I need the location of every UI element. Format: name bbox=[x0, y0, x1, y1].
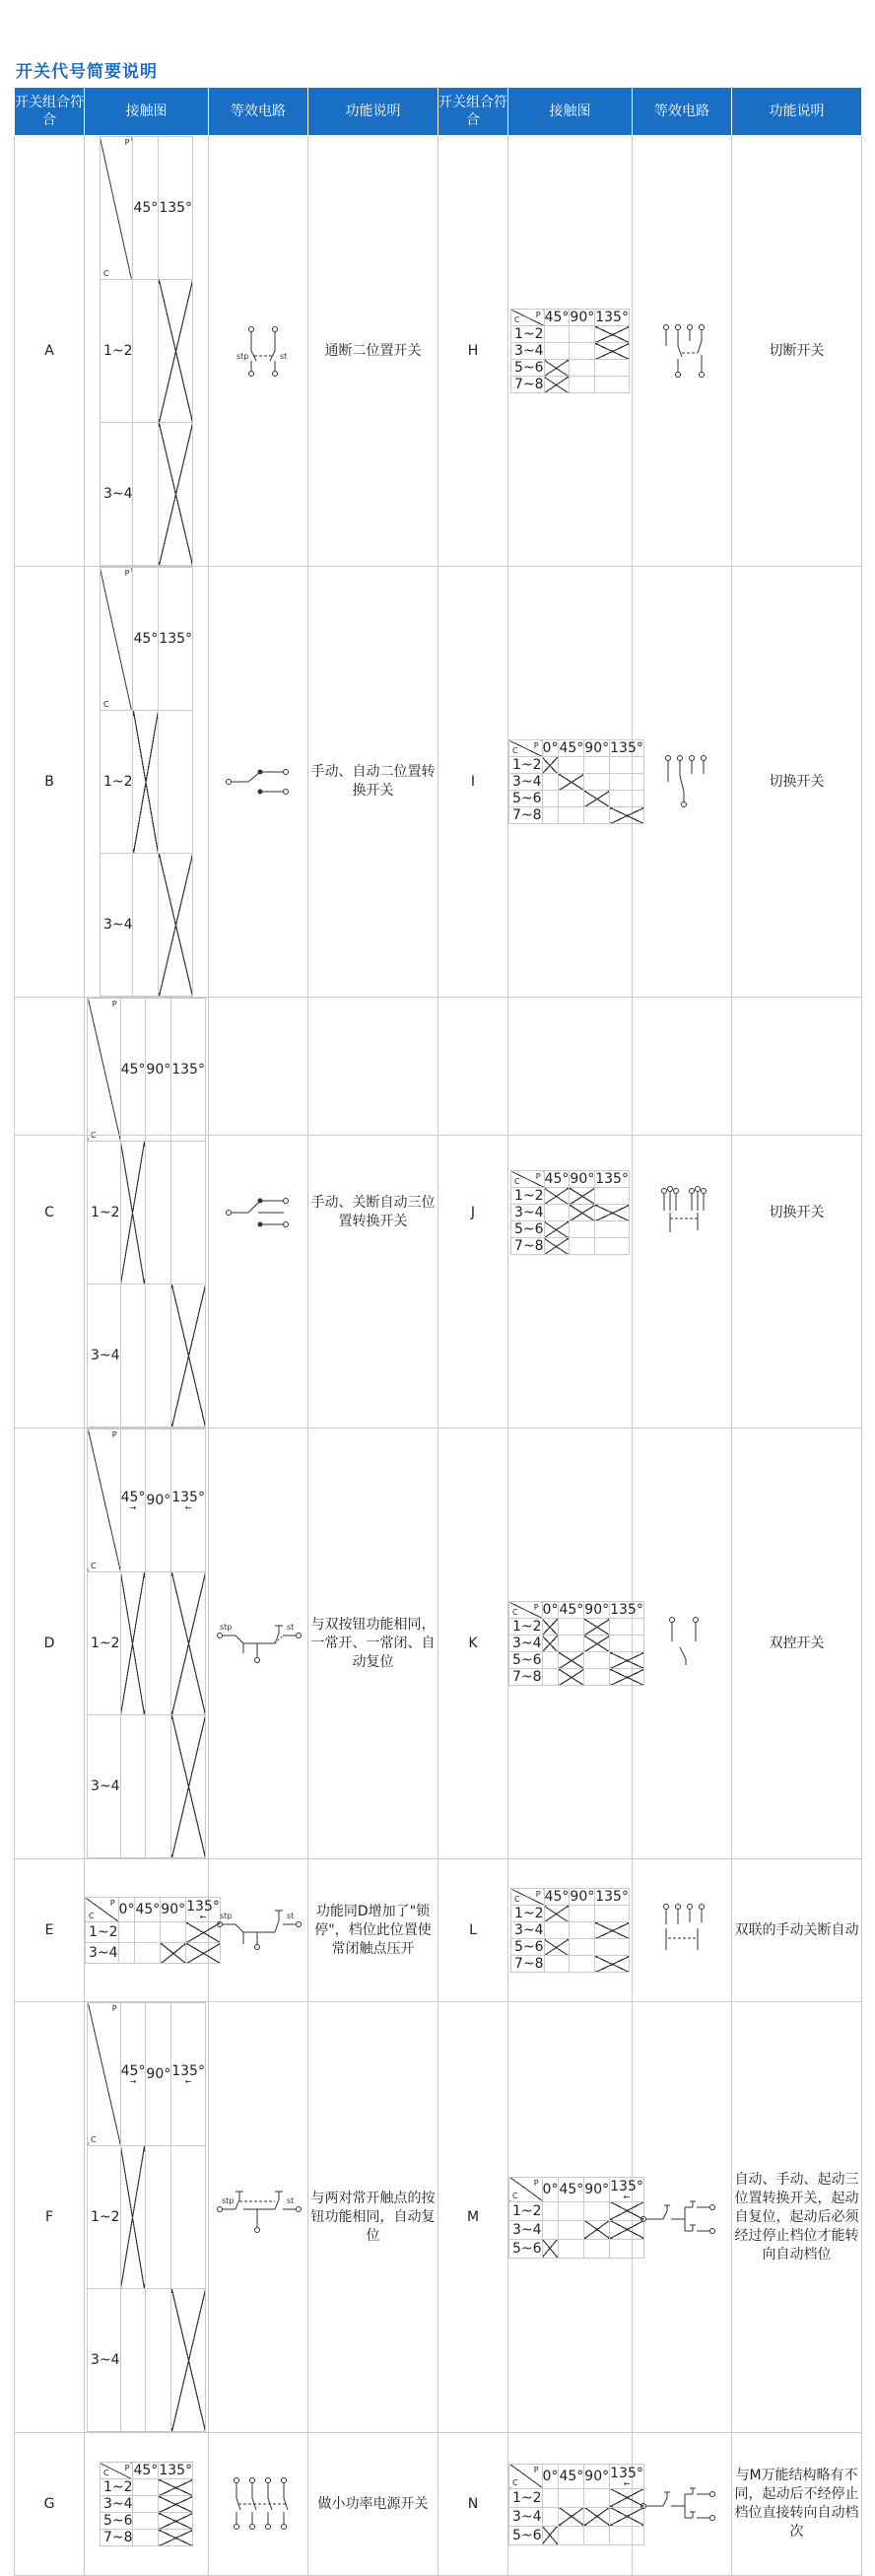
contact-table: P 45° 90° 135° 1~2 3~4 bbox=[87, 998, 206, 1427]
bottom-divider bbox=[14, 1135, 861, 1136]
contact-diagram bbox=[508, 567, 643, 998]
contact-diagram bbox=[85, 567, 209, 998]
header-row bbox=[15, 88, 862, 136]
circuit-diagram bbox=[633, 998, 732, 1428]
contact-diagram bbox=[85, 1428, 209, 1859]
circuit-diagram bbox=[209, 136, 308, 567]
code-cell: C bbox=[15, 998, 85, 1428]
header-circuit-right: 等效电路 bbox=[633, 88, 732, 136]
table-row bbox=[15, 998, 862, 1428]
svg-text:stp: stp bbox=[236, 352, 249, 361]
equivalent-circuit bbox=[219, 2474, 298, 2534]
contact-table: P C 0° 45° 90° 135° ← 1~2 3~4 5~6 bbox=[508, 2177, 644, 2259]
table-row bbox=[15, 2433, 862, 2576]
contact-table: P C 0° 45° 90° 135° ← 1~2 3~4 bbox=[85, 1897, 221, 1964]
equivalent-circuit bbox=[219, 321, 298, 381]
contact-table: P C 45° 90° 135° 1~2 3~4 5~6 7~8 bbox=[510, 309, 630, 393]
equivalent-circuit bbox=[642, 1183, 721, 1242]
function-description: 切换开关 bbox=[732, 567, 862, 998]
circuit-diagram bbox=[633, 2002, 732, 2433]
circuit-diagram bbox=[633, 1428, 732, 1859]
code-cell: B bbox=[15, 567, 85, 998]
function-description: 切断开关 bbox=[732, 136, 862, 567]
contact-table: P C 0° 45° 90° 135° 1~2 3~4 5~6 7~8 bbox=[508, 1601, 644, 1686]
function-description: 与双按钮功能相同，一常开、一常闭、自动复位 bbox=[308, 1428, 438, 1859]
table-row bbox=[15, 1428, 862, 1859]
header-func-left: 功能说明 bbox=[308, 88, 438, 136]
function-description: 与M万能结构略有不同，起动后不经停止档位直接转向自动档次 bbox=[732, 2433, 862, 2576]
equivalent-circuit bbox=[638, 2474, 726, 2534]
code-cell: N bbox=[438, 2433, 508, 2576]
header-contact-left: 接触图 bbox=[85, 88, 209, 136]
equivalent-circuit bbox=[214, 2188, 303, 2247]
contact-diagram bbox=[508, 1859, 633, 2002]
circuit-diagram bbox=[209, 2433, 308, 2576]
circuit-diagram bbox=[633, 567, 732, 998]
equivalent-circuit bbox=[642, 752, 721, 811]
circuit-diagram bbox=[209, 1859, 308, 2002]
circuit-diagram bbox=[209, 998, 308, 1428]
header-circuit-left: 等效电路 bbox=[209, 88, 308, 136]
equivalent-circuit bbox=[642, 1614, 721, 1673]
svg-text:stp: stp bbox=[220, 1912, 233, 1920]
function-description: 自动、手动、起动三位置转换开关，起动自复位，起动后必须经过停止档位才能转向自动档位 bbox=[732, 2002, 862, 2433]
contact-table: P C 45° 135° 1~2 3~4 bbox=[100, 136, 193, 566]
function-description: 切换开关 bbox=[732, 998, 862, 1428]
circuit-diagram bbox=[209, 567, 308, 998]
equivalent-circuit bbox=[214, 1614, 303, 1673]
equivalent-circuit bbox=[219, 1183, 298, 1242]
circuit-diagram bbox=[633, 1859, 732, 2002]
code-cell: F bbox=[15, 2002, 85, 2433]
table-row bbox=[15, 2002, 862, 2433]
header-code-right: 开关组合符合 bbox=[438, 88, 508, 136]
contact-diagram bbox=[508, 2002, 643, 2433]
contact-table: P C 0° 45° 90° 135° 1~2 3~4 5~6 7~8 bbox=[508, 739, 644, 824]
contact-diagram bbox=[508, 136, 633, 567]
function-description: 功能同D增加了"锁停"，档位此位置使常闭触点压开 bbox=[308, 1859, 438, 2002]
code-cell: G bbox=[15, 2433, 85, 2576]
svg-text:st: st bbox=[287, 1912, 295, 1920]
function-description: 手动、关断自动三位置转换开关 bbox=[308, 998, 438, 1428]
function-description: 与两对常开触点的按钮功能相同，自动复位 bbox=[308, 2002, 438, 2433]
contact-diagram bbox=[85, 2433, 209, 2576]
contact-diagram bbox=[508, 998, 633, 1428]
header-func-right: 功能说明 bbox=[732, 88, 862, 136]
table-row bbox=[15, 1859, 862, 2002]
svg-text:stp: stp bbox=[220, 1623, 233, 1632]
contact-table: P C 45° → 90° 135° ← 1~2 3~4 bbox=[87, 2002, 206, 2432]
svg-text:stp: stp bbox=[222, 2196, 235, 2205]
code-cell: M bbox=[438, 2002, 508, 2433]
code-cell: J bbox=[438, 998, 508, 1428]
contact-table: P C 45° 90° 135° 1~2 3~4 5~6 7~8 bbox=[510, 1888, 630, 1973]
contact-diagram bbox=[85, 998, 209, 1428]
contact-diagram bbox=[85, 136, 209, 567]
equivalent-circuit bbox=[219, 752, 298, 811]
contact-diagram bbox=[85, 2002, 209, 2433]
contact-diagram bbox=[508, 2433, 643, 2576]
header-contact-right: 接触图 bbox=[508, 88, 633, 136]
header-code-left: 开关组合符合 bbox=[15, 88, 85, 136]
circuit-diagram bbox=[209, 1428, 308, 1859]
code-cell: I bbox=[438, 567, 508, 998]
switch-code-table bbox=[14, 87, 862, 2576]
code-cell: K bbox=[438, 1428, 508, 1859]
contact-diagram bbox=[85, 1859, 220, 2002]
code-cell: A bbox=[15, 136, 85, 567]
function-description: 通断二位置开关 bbox=[308, 136, 438, 567]
contact-diagram bbox=[508, 1428, 643, 1859]
contact-table: P C 0° 45° 90° 135° ← 1~2 3~4 5~6 bbox=[508, 2464, 644, 2545]
code-cell: L bbox=[438, 1859, 508, 2002]
function-description: 双联的手动关断自动 bbox=[732, 1859, 862, 2002]
page-title: 开关代号简要说明 bbox=[16, 62, 158, 82]
function-description: 双控开关 bbox=[732, 1428, 862, 1859]
svg-text:st: st bbox=[287, 2196, 295, 2205]
contact-table: P C 45° 135° 1~2 3~4 5~6 7~8 bbox=[100, 2462, 193, 2546]
table-row bbox=[15, 567, 862, 998]
equivalent-circuit bbox=[642, 321, 721, 381]
contact-table: P C 45° 135° 1~2 3~4 bbox=[100, 567, 193, 997]
function-description: 做小功率电源开关 bbox=[308, 2433, 438, 2576]
circuit-diagram bbox=[633, 2433, 732, 2576]
svg-text:st: st bbox=[287, 1623, 295, 1632]
code-cell: H bbox=[438, 136, 508, 567]
contact-table: P C 45° → 90° 135° ← 1~2 3~4 bbox=[87, 1428, 206, 1858]
contact-table: P C 45° 90° 135° 1~2 3~4 5~6 7~8 bbox=[510, 1170, 630, 1255]
circuit-diagram bbox=[633, 136, 732, 567]
table-row bbox=[15, 136, 862, 567]
circuit-diagram bbox=[209, 2002, 308, 2433]
equivalent-circuit bbox=[642, 1901, 721, 1960]
svg-text:st: st bbox=[280, 352, 288, 361]
code-cell: D bbox=[15, 1428, 85, 1859]
equivalent-circuit bbox=[638, 2188, 726, 2247]
code-cell: E bbox=[15, 1859, 85, 2002]
function-description: 手动、自动二位置转换开关 bbox=[308, 567, 438, 998]
equivalent-circuit bbox=[214, 1901, 303, 1960]
